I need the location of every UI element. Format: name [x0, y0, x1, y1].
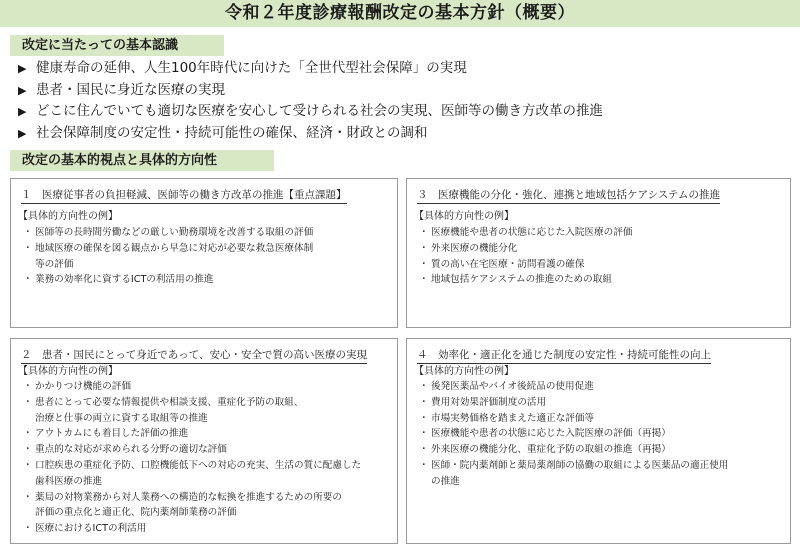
list-item	[27, 379, 361, 395]
item-text: ・ 医療機能や患者の状態に応じた入院医療の評価	[431, 227, 633, 238]
list-item	[423, 411, 728, 427]
item-text: ・ 外来医療の機能分化	[431, 242, 518, 254]
list-item	[423, 379, 728, 395]
box-subheading: 【具体的方向性の例】	[18, 366, 118, 377]
box-items	[27, 225, 313, 288]
box-efficiency-sustainability	[406, 338, 791, 544]
list-item	[27, 458, 361, 490]
item-text-continued: 治療と仕事の両立に資する取組等の推進	[35, 412, 208, 424]
item-text: ・ 市場実勢価格を踏まえた適正な評価等	[431, 412, 595, 424]
box-title: ２ 患者・国民にとって身近であって、安心・安全で質の高い医療の実現	[21, 348, 367, 364]
list-item: ▶ 社会保障制度の安定性・持続可能性の確保、経済・財政との調和	[18, 123, 603, 145]
box-subheading: 【具体的方向性の例】	[18, 211, 118, 222]
list-item	[423, 225, 632, 241]
item-text: ・ 医師等の長時間労働などの厳しい勤務環境を改善する取組の評価	[35, 227, 314, 238]
box-title: １ 医療従事者の負担軽減、医師等の働き方改革の推進【重点課題】	[21, 188, 347, 204]
box-items	[27, 379, 361, 537]
triangle-bullet-icon: ▶	[18, 126, 27, 140]
item-text-continued: の推進	[431, 475, 460, 487]
item-text: ・ 医療機能や患者の状態に応じた入院医療の評価（再掲）	[431, 428, 671, 440]
item-text: ・ 患者にとって必要な情報提供や相談支援、重症化予防の取組、	[35, 396, 304, 408]
item-text: ・ 費用対効果評価制度の活用	[431, 396, 547, 408]
triangle-bullet-icon: ▶	[18, 62, 27, 75]
list-item	[27, 272, 313, 288]
item-text: ・ 医師・院内薬剤師と薬局薬剤師の協働の取組による医薬品の適正使用	[431, 459, 729, 471]
item-text: ・ 質の高い在宅医療・訪問看護の確保	[431, 258, 585, 270]
item-text: ・ 外来医療の機能分化、重症化予防の取組の推進（再掲）	[431, 444, 671, 456]
item-text: ・ 口腔疾患の重症化予防、口腔機能低下への対応の充実、生活の質に配慮した	[35, 459, 362, 471]
list-item	[27, 521, 361, 537]
list-item	[423, 241, 632, 257]
item-text: ・ かかりつけ機能の評価	[35, 381, 131, 392]
list-item	[27, 241, 313, 273]
list-item	[27, 426, 361, 442]
box-patient-centered-care	[10, 338, 398, 544]
list-item	[27, 490, 361, 522]
list-item: ▶ どこに住んでいても適切な医療を安心して受けられる社会の実現、医師等の働き方改革の推進	[18, 101, 603, 123]
list-item	[423, 458, 728, 490]
list-item	[423, 257, 632, 273]
item-text: ・ 薬局の対物業務から対人業務への構造的な転換を推進するための所要の	[35, 491, 342, 503]
list-item: ▶ 患者・国民に身近な医療の実現	[18, 80, 603, 102]
list-item	[27, 395, 361, 427]
item-text: ・ 医療におけるICTの利活用	[35, 523, 147, 535]
basic-recognition-list	[18, 58, 603, 144]
item-text: ・ アウトカムにも着目した評価の推進	[35, 428, 189, 440]
list-item	[27, 442, 361, 458]
basic-recognition-heading: 改定に当たっての基本認識	[10, 35, 224, 56]
list-item	[423, 442, 728, 458]
item-text-continued: 歯科医療の推進	[35, 475, 103, 487]
item-text: ・ 地域医療の確保を図る観点から早急に対応が必要な救急医療体制	[35, 242, 314, 254]
list-item	[27, 225, 313, 241]
item-text-continued: 等の評価	[35, 258, 74, 270]
item-text: ・ 地域包括ケアシステムの推進のための取組	[431, 274, 612, 286]
triangle-bullet-icon: ▶	[18, 83, 27, 97]
triangle-bullet-icon: ▶	[18, 105, 27, 118]
box-title: ４ 効率化・適正化を通じた制度の安定性・持続可能性の向上	[417, 348, 711, 364]
list-item	[423, 272, 632, 288]
item-text: ・ 業務の効率化に資するICTの利活用の推進	[35, 274, 214, 286]
list-item	[423, 395, 728, 411]
box-workload-reduction	[10, 178, 398, 328]
list-item	[423, 426, 728, 442]
box-subheading: 【具体的方向性の例】	[414, 366, 514, 377]
box-title: ３ 医療機能の分化・強化、連携と地域包括ケアシステムの推進	[417, 188, 720, 204]
list-item: ▶ 健康寿命の延伸、人生100年時代に向けた「全世代型社会保障」の実現	[18, 58, 603, 80]
item-text-continued: 評価の重点化と適正化、院内薬剤師業務の評価	[35, 507, 237, 519]
page-title: 令和２年度診療報酬改定の基本方針（概要）	[0, 0, 800, 27]
perspectives-heading: 改定の基本的視点と具体的方向性	[10, 150, 274, 171]
box-subheading: 【具体的方向性の例】	[414, 211, 514, 222]
item-text: ・ 重点的な対応が求められる分野の適切な評価	[35, 444, 227, 456]
item-text: ・ 後発医薬品やバイオ後続品の使用促進	[431, 381, 594, 392]
box-function-differentiation	[406, 178, 791, 328]
box-items	[423, 225, 632, 288]
box-items	[423, 379, 728, 490]
